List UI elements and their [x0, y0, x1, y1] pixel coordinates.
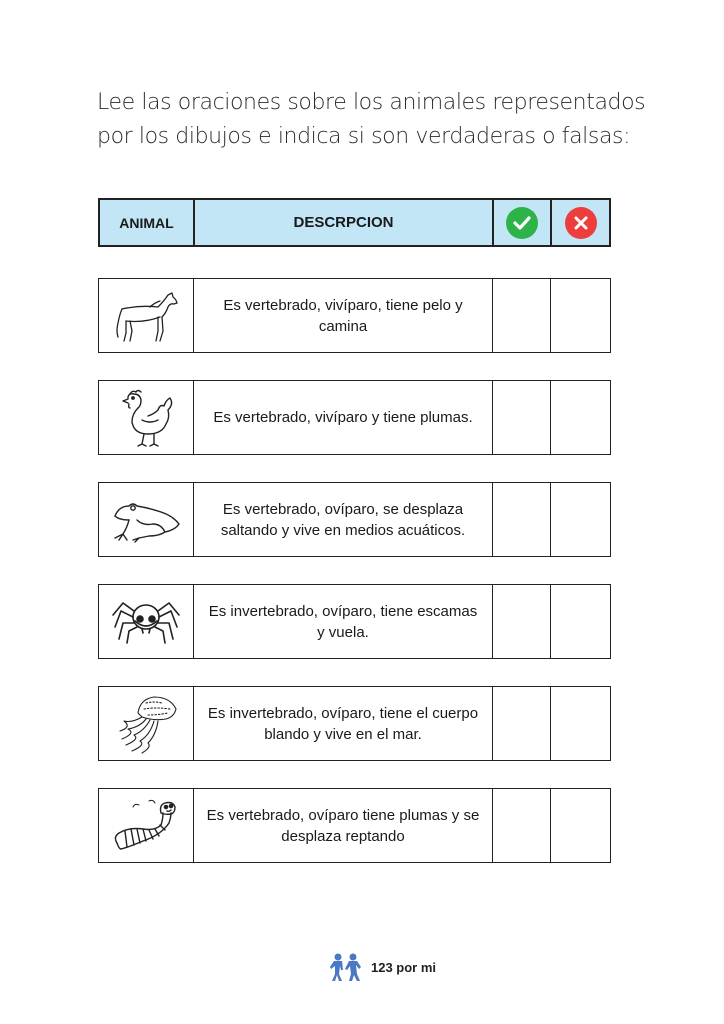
description: Es invertebrado, ovíparo, tiene el cuerpo blando y vive en el mar.: [194, 687, 493, 760]
description: Es vertebrado, ovíparo tiene plumas y se desplaza reptando: [194, 789, 493, 862]
table-row: [98, 686, 611, 761]
frog-icon: [109, 494, 183, 546]
false-answer-box[interactable]: [551, 483, 610, 556]
footer-brand: 123 por mi: [371, 959, 437, 975]
horse-icon: [110, 287, 182, 345]
animal-cell: [99, 279, 194, 352]
table-row: [98, 584, 611, 659]
table-row: [98, 482, 611, 557]
table-header: [98, 198, 611, 247]
hen-icon: [114, 386, 178, 450]
description: Es vertebrado, vivíparo y tiene plumas.: [194, 381, 493, 454]
instructions: [97, 86, 657, 154]
footer: [329, 952, 436, 982]
worm-icon: [109, 797, 183, 855]
instructions-line-1: Lee las oraciones sobre los animales representados: [97, 90, 646, 115]
false-answer-box[interactable]: [551, 687, 610, 760]
description: Es vertebrado, ovíparo, se desplaza saltando y vive en medios acuáticos.: [194, 483, 493, 556]
false-answer-box[interactable]: [551, 585, 610, 658]
true-answer-box[interactable]: [493, 381, 551, 454]
jellyfish-icon: [110, 693, 182, 755]
instructions-line-2: por los dibujos e indica si son verdaderas o falsas:: [97, 124, 631, 149]
animal-cell: [99, 789, 194, 862]
animal-cell: [99, 585, 194, 658]
true-answer-box[interactable]: [493, 279, 551, 352]
true-answer-box[interactable]: [493, 483, 551, 556]
animal-cell: [99, 687, 194, 760]
description: Es vertebrado, vivíparo, tiene pelo y camina: [194, 279, 493, 352]
x-circle-icon: [565, 207, 597, 239]
header-description: DESCRPCION: [195, 200, 494, 245]
true-answer-box[interactable]: [493, 585, 551, 658]
spider-icon: [109, 597, 183, 647]
animal-cell: [99, 483, 194, 556]
description: Es invertebrado, ovíparo, tiene escamas y vuela.: [194, 585, 493, 658]
table-row: [98, 788, 611, 863]
false-answer-box[interactable]: [551, 381, 610, 454]
animal-cell: [99, 381, 194, 454]
true-answer-box[interactable]: [493, 789, 551, 862]
header-animal: ANIMAL: [100, 200, 195, 245]
true-answer-box[interactable]: [493, 687, 551, 760]
false-answer-box[interactable]: [551, 789, 610, 862]
table-row: [98, 278, 611, 353]
false-answer-box[interactable]: [551, 279, 610, 352]
header-false: [552, 200, 609, 245]
header-true: [494, 200, 552, 245]
table-row: [98, 380, 611, 455]
check-circle-icon: [506, 207, 538, 239]
kids-logo-icon: [329, 952, 363, 982]
